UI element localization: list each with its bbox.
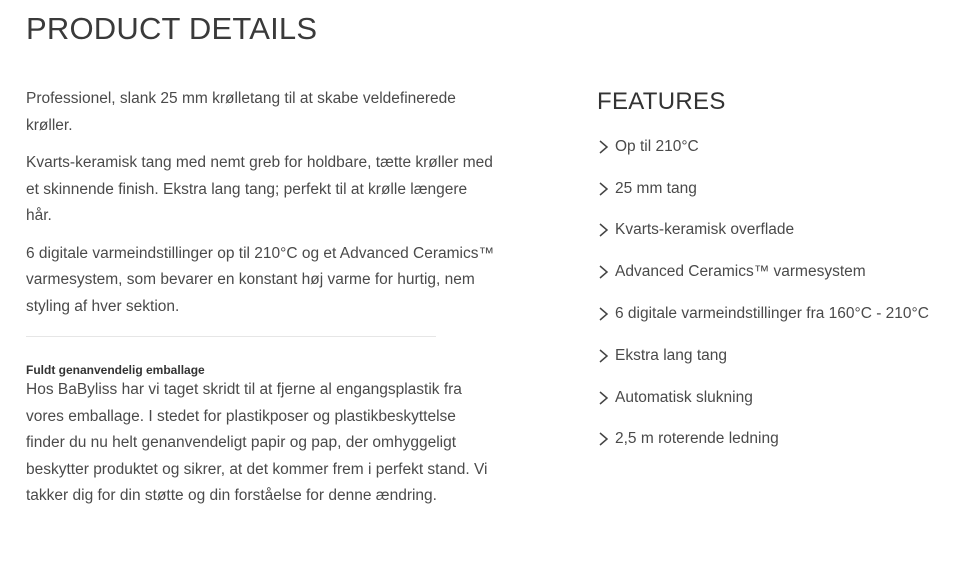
chevron-right-icon bbox=[597, 306, 610, 322]
chevron-right-icon bbox=[597, 181, 610, 197]
description-paragraph: Professionel, slank 25 mm krølletang til at skabe veldefinerede krøller. bbox=[26, 90, 456, 134]
chevron-right-icon bbox=[597, 139, 610, 155]
feature-item bbox=[597, 419, 957, 461]
feature-item bbox=[597, 126, 957, 168]
description-paragraph: Kvarts-keramisk tang med nemt greb for holdbare, tætte krøller med et skinnende finish. Ekstra lang tang; perfekt til at krølle længere hår. bbox=[26, 154, 493, 224]
chevron-right-icon bbox=[597, 431, 610, 447]
packaging-text: Hos BaByliss har vi taget skridt til at fjerne al engangsplastik fra vores emballage. I stedet for plastikposer og plastikbeskyttelse finder du nu helt genanvendeligt papir og pap, der omhyggeligt beskytter produktet og sikrer, at det kommer frem i perfekt stand. Vi takker dig for din støtte og din forståelse for denne ændring. bbox=[26, 381, 488, 504]
feature-label: Ekstra lang tang bbox=[615, 346, 728, 364]
feature-item bbox=[597, 251, 957, 293]
chevron-right-icon bbox=[597, 348, 610, 364]
chevron-right-icon bbox=[597, 264, 610, 280]
feature-label: 6 digitale varmeindstillinger fra 160°C - 210°C bbox=[615, 305, 929, 323]
packaging-heading: Fuldt genanvendelig emballage bbox=[26, 363, 205, 377]
chevron-right-icon bbox=[597, 390, 610, 406]
feature-label: Op til 210°C bbox=[615, 137, 699, 155]
feature-list bbox=[597, 126, 957, 460]
feature-label: 2,5 m roterende ledning bbox=[615, 430, 779, 448]
feature-item bbox=[597, 377, 957, 419]
feature-label: 25 mm tang bbox=[615, 179, 697, 197]
feature-label: Kvarts-keramisk overflade bbox=[615, 221, 795, 239]
feature-item bbox=[597, 210, 957, 252]
feature-item bbox=[597, 335, 957, 377]
feature-item bbox=[597, 168, 957, 210]
section-divider bbox=[26, 336, 436, 337]
feature-label: Automatisk slukning bbox=[615, 388, 753, 406]
feature-item bbox=[597, 293, 957, 335]
features-title: FEATURES bbox=[597, 88, 726, 115]
description-paragraph: 6 digitale varmeindstillinger op til 210°C og et Advanced Ceramics™ varmesystem, som bevarer en konstant høj varme for hurtig, nem styling af hver sektion. bbox=[26, 244, 494, 315]
chevron-right-icon bbox=[597, 222, 610, 238]
features-section bbox=[597, 88, 957, 460]
feature-label: Advanced Ceramics™ varmesystem bbox=[615, 263, 866, 281]
product-description bbox=[26, 86, 496, 521]
page-title: PRODUCT DETAILS bbox=[26, 11, 318, 46]
